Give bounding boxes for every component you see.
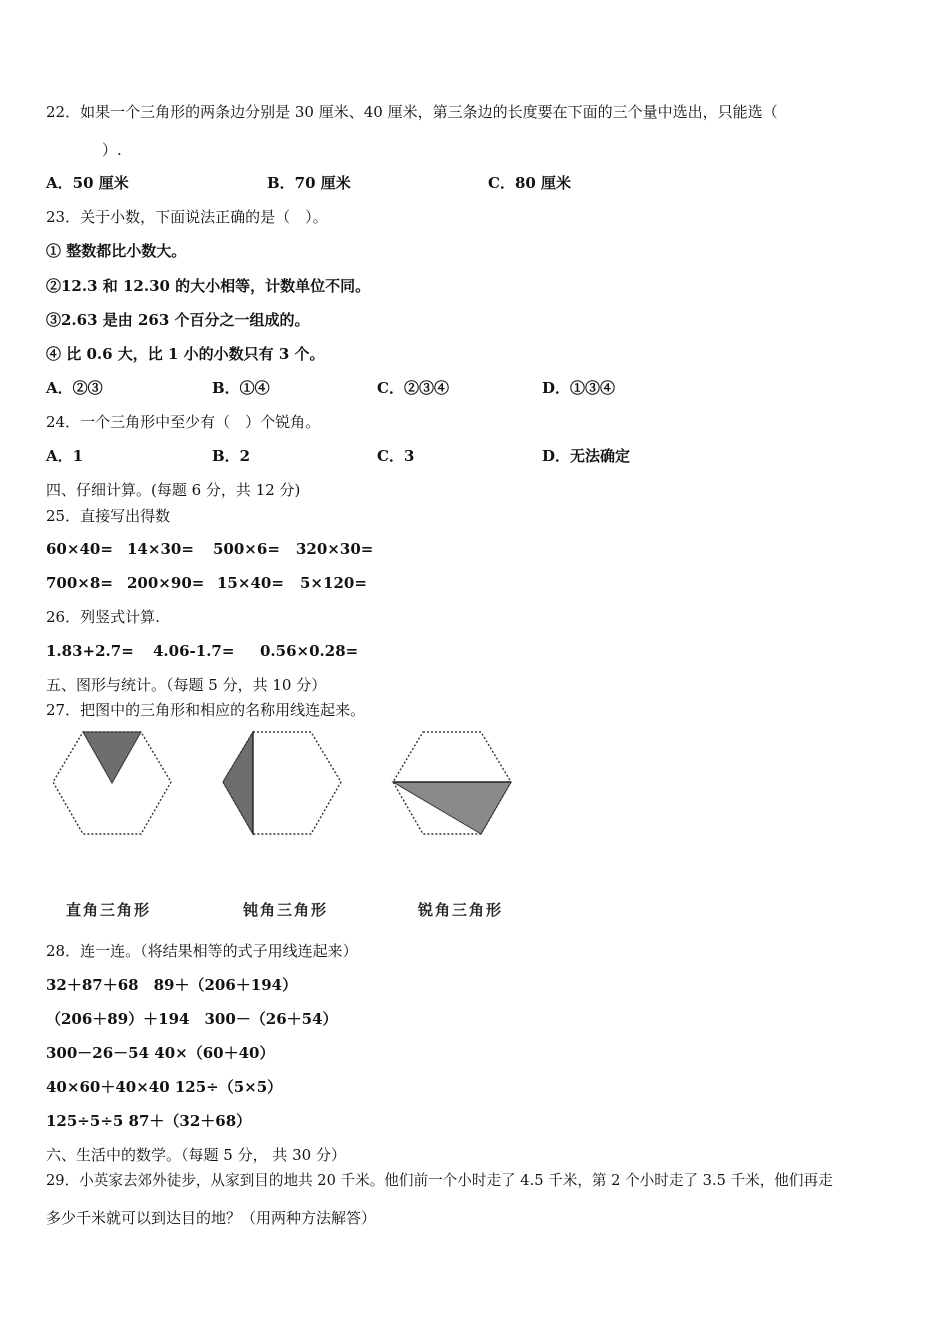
q28-stem: 28．连一连。（将结果相等的式子用线连起来） — [46, 942, 358, 960]
label-right-triangle: 直角三角形 — [66, 901, 152, 919]
q29-line-1: 29．小英家去郊外徒步，从家到目的地共 20 千米。他们前一个小时走了 4.5 千米，第 2 个小时走了 3.5 千米，他们再走 — [46, 1172, 833, 1189]
q28-row: 32＋87＋68 89＋（206＋194） — [46, 976, 298, 994]
q23-statement-2: ②12.3 和 12.30 的大小相等，计数单位不同。 — [46, 277, 371, 295]
q22-stem: 22．如果一个三角形的两条边分别是 30 厘米、40 厘米，第三条边的长度要在下面的三个量中选出，只能选（ — [46, 103, 778, 121]
q25-expr: 15×40= — [217, 574, 284, 592]
q23-statement-4: ④ 比 0.6 大，比 1 小的小数只有 3 个。 — [46, 345, 325, 363]
q25-expr: 200×90= — [127, 574, 205, 592]
q25-expr: 5×120= — [300, 574, 367, 592]
hexagon-figure-right-triangle — [50, 724, 174, 840]
q27-stem: 27．把图中的三角形和相应的名称用线连起来。 — [46, 701, 366, 719]
q23-option-c: C．②③④ — [377, 379, 449, 397]
section-5-title: 五、图形与统计。（每题 5 分，共 10 分） — [46, 676, 327, 694]
q24-option-c: C．3 — [377, 447, 415, 465]
q25-expr: 60×40= — [46, 540, 113, 558]
q23-option-a: A．②③ — [46, 379, 103, 397]
label-obtuse-triangle: 钝角三角形 — [243, 901, 329, 919]
q22-option-c: C．80 厘米 — [488, 174, 572, 192]
q23-option-b: B．①④ — [212, 379, 270, 397]
section-6-title: 六、生活中的数学。（每题 5 分， 共 30 分） — [46, 1146, 346, 1164]
q24-option-a: A．1 — [46, 447, 84, 465]
q23-stem: 23．关于小数，下面说法正确的是（ ）。 — [46, 208, 328, 226]
hexagon-figure-acute-triangle — [390, 724, 514, 840]
q28-row: 40×60＋40×40 125÷（5×5） — [46, 1078, 283, 1096]
q24-option-b: B．2 — [212, 447, 251, 465]
q26-expr: 0.56×0.28= — [260, 642, 359, 660]
label-acute-triangle: 锐角三角形 — [418, 901, 504, 919]
section-4-title: 四、仔细计算。(每题 6 分，共 12 分) — [46, 481, 301, 499]
q26-expr: 1.83+2.7= — [46, 642, 134, 660]
q28-row: 300－26－54 40×（60＋40） — [46, 1044, 275, 1062]
q22-option-b: B．70 厘米 — [267, 174, 351, 192]
q26-expr: 4.06-1.7= — [153, 642, 235, 660]
q25-expr: 320×30= — [296, 540, 374, 558]
q25-stem: 25．直接写出得数 — [46, 507, 171, 525]
q24-stem: 24．一个三角形中至少有（ ）个锐角。 — [46, 413, 321, 431]
q28-row: （206＋89）＋194 300－（26＋54） — [46, 1010, 338, 1028]
q29-line-2: 多少千米就可以到达目的地？（用两种方法解答） — [46, 1209, 377, 1227]
q25-expr: 500×6= — [213, 540, 280, 558]
q25-expr: 14×30= — [127, 540, 194, 558]
q26-stem: 26．列竖式计算. — [46, 608, 160, 626]
q28-row: 125÷5÷5 87＋（32＋68） — [46, 1112, 252, 1130]
q23-option-d: D．①③④ — [542, 379, 616, 397]
q22-option-a: A．50 厘米 — [46, 174, 129, 192]
q25-expr: 700×8= — [46, 574, 113, 592]
q24-option-d: D．无法确定 — [542, 447, 631, 465]
hexagon-figure-obtuse-triangle — [220, 724, 344, 840]
q23-statement-1: ① 整数都比小数大。 — [46, 242, 187, 260]
q22-stem-end: ）. — [102, 141, 122, 159]
q23-statement-3: ③2.63 是由 263 个百分之一组成的。 — [46, 311, 310, 329]
